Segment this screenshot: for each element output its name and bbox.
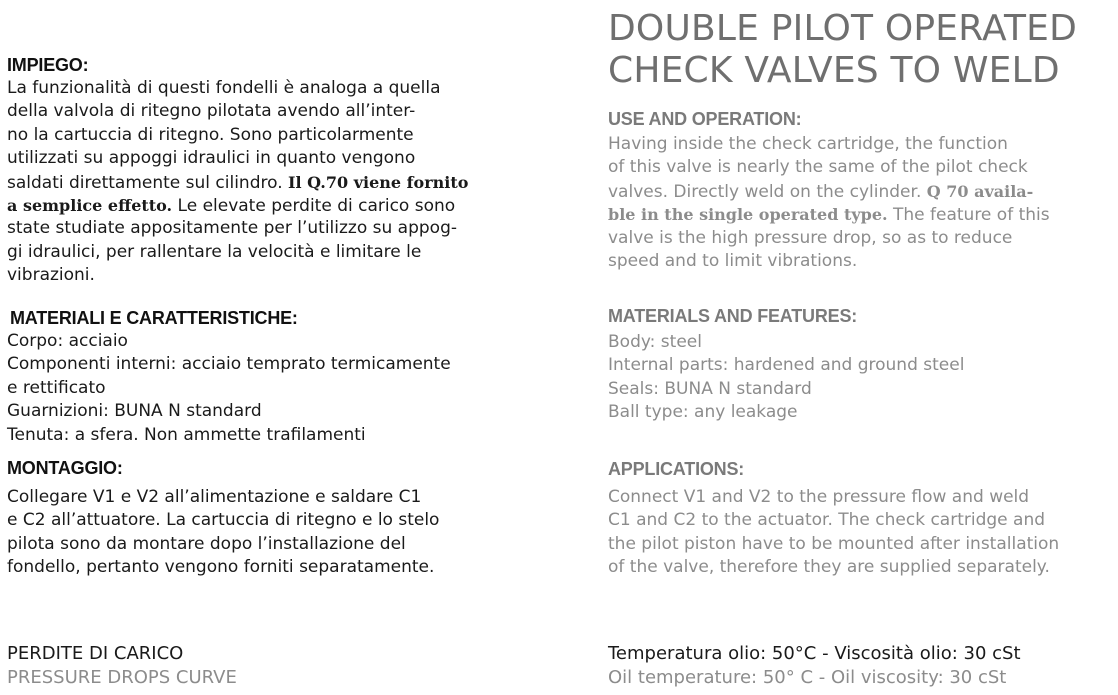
paragraph-materiali — [7, 330, 451, 447]
text-line: state studiate appositamente per l’utilizzo su appog- — [7, 218, 458, 239]
text-line — [7, 171, 468, 194]
emphasis-text: Q 70 availa- — [926, 181, 1034, 201]
footer-perdite-label: PERDITE DI CARICO — [7, 643, 184, 664]
text-line: no la cartuccia di ritegno. Sono particolarmente — [7, 124, 414, 145]
text-segment: The feature of this — [887, 205, 1050, 226]
emphasis-text: ble in the single operated type. — [608, 205, 888, 225]
text-segment: Le elevate perdite di carico sono — [172, 195, 456, 216]
footer-temperatura-text: Temperatura olio: 50°C - Viscosità olio: 30 cSt — [608, 643, 1021, 664]
text-line: Body: steel — [608, 332, 702, 352]
text-line — [608, 180, 1050, 203]
text-line: e rettificato — [7, 377, 106, 398]
text-line: Seals: BUNA N standard — [608, 378, 812, 399]
text-line: della valvola di ritegno pilotata avendo all’inter- — [7, 101, 416, 122]
heading-use-operation: USE AND OPERATION: — [608, 109, 802, 129]
text-line: Ball type: any leakage — [608, 402, 798, 423]
page-title — [608, 8, 1077, 92]
text-line: of this valve is nearly the same of the pilot check — [608, 157, 1028, 178]
heading-applications: APPLICATIONS: — [608, 459, 745, 479]
heading-montaggio: MONTAGGIO: — [7, 458, 123, 478]
heading-materiali: MATERIALI E CARATTERISTICHE: — [10, 308, 298, 328]
text-line: vibrazioni. — [7, 265, 95, 286]
footer-oil-temperature-text: Oil temperature: 50° C - Oil viscosity: 30 cSt — [608, 667, 1007, 688]
emphasis-text: a semplice effetto. — [7, 195, 173, 215]
text-line: Corpo: acciaio — [7, 331, 128, 351]
footer-pressure-drops-label: PRESSURE DROPS CURVE — [7, 667, 237, 688]
text-line: Internal parts: hardened and ground steel — [608, 355, 965, 376]
text-line: pilota sono da montare dopo l’installazione del — [7, 533, 406, 554]
text-line: Tenuta: a sfera. Non ammette trafilamenti — [7, 424, 366, 445]
text-line: the pilot piston have to be mounted after installation — [608, 533, 1060, 554]
text-line: La funzionalità di questi fondelli è analoga a quella — [7, 78, 441, 98]
title-line: DOUBLE PILOT OPERATED — [608, 8, 1078, 49]
title-line: CHECK VALVES TO WELD — [608, 50, 1060, 91]
paragraph-impiego — [7, 77, 468, 288]
heading-materials-features: MATERIALS AND FEATURES: — [608, 306, 858, 326]
text-line: Componenti interni: acciaio temprato termicamente — [7, 354, 451, 375]
text-line: Connect V1 and V2 to the pressure flow and weld — [608, 487, 1030, 507]
text-line: of the valve, therefore they are supplied separately. — [608, 557, 1050, 578]
heading-impiego: IMPIEGO: — [7, 55, 89, 75]
paragraph-montaggio — [7, 486, 439, 580]
text-line: Guarnizioni: BUNA N standard — [7, 401, 262, 422]
text-line: Having inside the check cartridge, the function — [608, 134, 1008, 154]
text-segment: valves. Directly weld on the cylinder. — [608, 181, 927, 202]
text-line — [608, 203, 1050, 226]
text-line: C1 and C2 to the actuator. The check cartridge and — [608, 510, 1046, 531]
text-line: utilizzati su appoggi idraulici in quanto vengono — [7, 148, 416, 169]
text-line: gi idraulici, per rallentare la velocità e limitare le — [7, 241, 422, 262]
text-line: fondello, pertanto vengono forniti separatamente. — [7, 557, 435, 578]
text-line: valve is the high pressure drop, so as to reduce — [608, 227, 1013, 248]
text-line: Collegare V1 e V2 all’alimentazione e saldare C1 — [7, 487, 422, 507]
paragraph-materials-features — [608, 331, 964, 425]
text-segment: saldati direttamente sul cilindro. — [7, 172, 289, 193]
text-line: speed and to limit vibrations. — [608, 250, 858, 271]
paragraph-applications — [608, 486, 1059, 580]
emphasis-text: Il Q.70 viene fornito — [288, 172, 469, 192]
paragraph-use-operation — [608, 133, 1050, 273]
text-line — [7, 194, 468, 217]
text-line: e C2 all’attuatore. La cartuccia di ritegno e lo stelo — [7, 510, 440, 531]
